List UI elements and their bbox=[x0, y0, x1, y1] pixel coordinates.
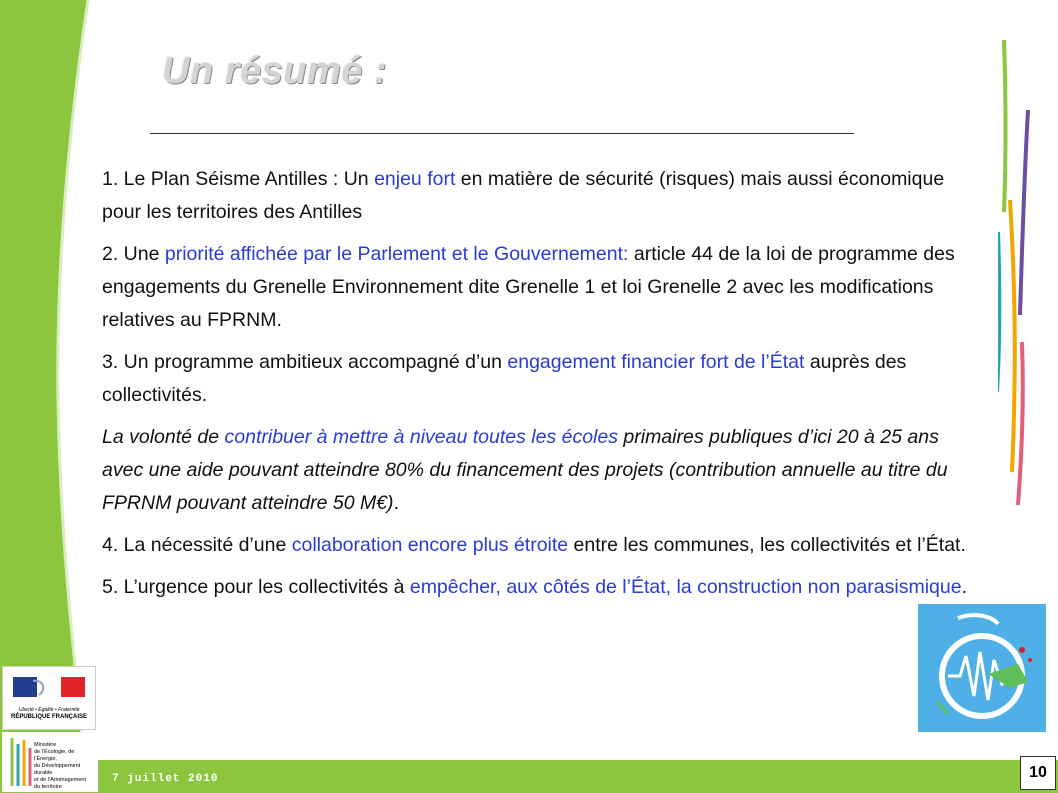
point-4 bbox=[102, 529, 972, 562]
decorative-lines bbox=[998, 0, 1058, 560]
point-3-detail-text: La volonté de bbox=[102, 426, 225, 448]
point-1-text-end: en matière de sécurité (risques) mais aussi économique pour les territoires des Antilles bbox=[102, 168, 945, 223]
ministry-line: du Développement durable bbox=[34, 763, 81, 776]
republique-motto: Liberté • Égalité • Fraternité bbox=[18, 707, 80, 713]
republique-name: RÉPUBLIQUE FRANÇAISE bbox=[10, 714, 87, 720]
point-5-text-end: . bbox=[961, 576, 967, 598]
republique-francaise-logo bbox=[2, 666, 96, 730]
ministry-line: Ministère bbox=[34, 742, 57, 748]
point-1 bbox=[102, 163, 972, 229]
slide-title: Un résumé : bbox=[162, 50, 388, 92]
point-2-highlight: priorité affichée par le Parlement et le Gouvernement: bbox=[164, 243, 629, 265]
plan-seisme-logo bbox=[918, 604, 1046, 732]
point-3-detail-text-end: primaires publiques d’ici 20 à 25 ans avec une aide pouvant atteindre 80% du financement des projets (contribution annuelle au titre du FPRNM pouvant atteindre 50 M€) bbox=[102, 426, 948, 514]
summary-content bbox=[102, 163, 972, 613]
point-1-text: 1. Le Plan Séisme Antilles : Un bbox=[102, 168, 375, 190]
point-3 bbox=[102, 346, 972, 412]
footer-date: 7 juillet 2010 bbox=[112, 773, 219, 785]
ministry-line: et de l’Aménagement bbox=[34, 777, 86, 783]
ministry-text bbox=[34, 742, 96, 791]
point-2-text: 2. Une bbox=[102, 243, 165, 265]
point-3-detail-highlight: contribuer à mettre à niveau toutes les écoles bbox=[224, 426, 618, 448]
point-4-text-end: entre les communes, les collectivités et l’État. bbox=[568, 534, 966, 556]
ministry-line: du territoire bbox=[34, 784, 62, 790]
title-underline bbox=[150, 133, 854, 134]
point-5-text: 5. L’urgence pour les collectivités à bbox=[102, 576, 410, 598]
page-number: 10 bbox=[1020, 756, 1056, 790]
point-3-highlight: engagement financier fort de l’État bbox=[507, 351, 805, 373]
point-4-highlight: collaboration encore plus étroite bbox=[291, 534, 569, 556]
point-5 bbox=[102, 571, 972, 604]
point-3-text: 3. Un programme ambitieux accompagné d’un bbox=[102, 351, 508, 373]
point-3-text-end: auprès des collectivités. bbox=[102, 351, 907, 406]
point-2 bbox=[102, 238, 972, 337]
point-1-highlight: enjeu fort bbox=[374, 168, 456, 190]
point-3-detail-period: . bbox=[393, 492, 399, 514]
point-2-text-end: article 44 de la loi de programme des engagements du Grenelle Environnement dite Grenelle 1 et loi Grenelle 2 avec les modifications relatives au FPRNM. bbox=[102, 243, 955, 331]
point-4-text: 4. La nécessité d’une bbox=[102, 534, 292, 556]
ministry-line: de l’Écologie, de l’Énergie, bbox=[34, 749, 75, 762]
point-5-highlight: empêcher, aux côtés de l’État, la construction non parasismique bbox=[409, 576, 962, 598]
ministry-logo bbox=[2, 732, 98, 792]
point-3-detail bbox=[102, 421, 972, 520]
